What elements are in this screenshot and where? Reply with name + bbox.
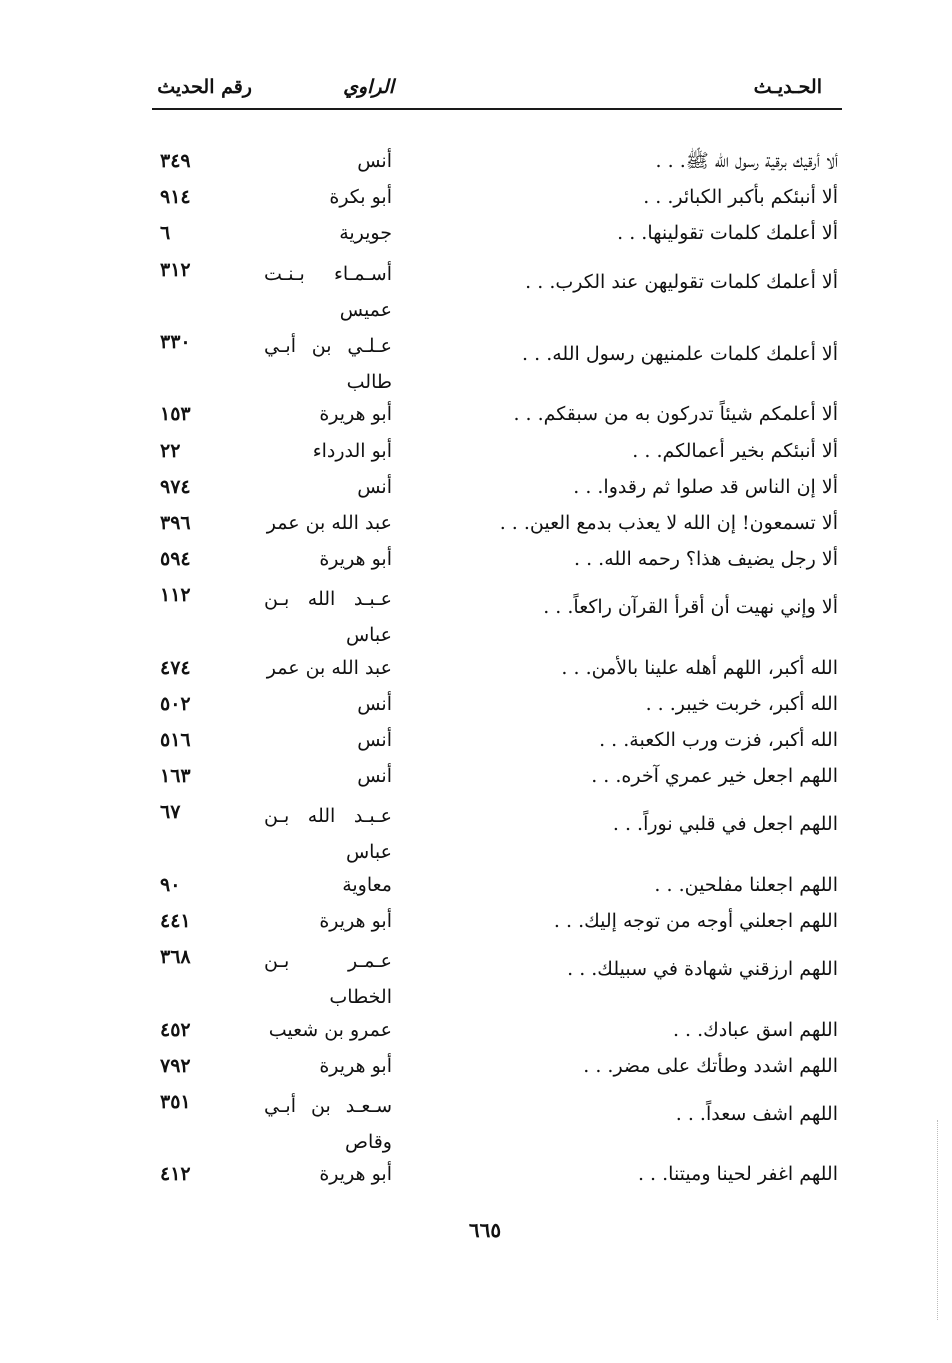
hadith-number: ٤١٢ xyxy=(160,1163,191,1186)
narrator-name: أبو هريرة xyxy=(319,1163,392,1186)
table-row xyxy=(150,505,842,541)
narrator-name: أنس xyxy=(357,692,392,715)
table-row xyxy=(150,903,842,939)
narrator-name: أنس xyxy=(357,729,392,752)
narrator-name: أبو هريرة xyxy=(319,548,392,571)
hadith-text: اللهم اشف سعداً. . . xyxy=(675,1102,838,1125)
hadith-number: ٦ xyxy=(160,222,171,245)
hadith-number: ٢٢ xyxy=(160,439,181,462)
header-hadith: الحـديـث xyxy=(753,76,822,98)
hadith-text: ألا أرقيك برقية رسول الله ﷺ. . . xyxy=(655,150,838,172)
table-row xyxy=(150,686,842,722)
table-row xyxy=(150,433,842,469)
hadith-number: ٥٠٢ xyxy=(160,692,191,715)
hadith-number: ٤٤١ xyxy=(160,910,191,932)
narrator-name: أنس xyxy=(357,150,392,172)
hadith-text: ألا أعلمك كلمات تقوليهن عند الكرب. . . xyxy=(525,270,838,293)
hadith-number: ٤٧٤ xyxy=(160,656,191,679)
hadith-number: ١٦٣ xyxy=(160,765,191,788)
narrator-name: أبو هريرة xyxy=(319,910,392,932)
hadith-number: ٣٦٨ xyxy=(160,946,191,969)
narrator-name: عـمـر بـن الخطاب xyxy=(264,950,392,1009)
hadith-number: ٣٤٩ xyxy=(160,150,191,172)
narrator-name: عمرو بن شعيب xyxy=(268,1018,392,1041)
hadith-text: اللهم اشدد وطأتك على مضر. . . xyxy=(583,1054,838,1077)
table-row xyxy=(150,324,842,396)
narrator-name: أنس xyxy=(357,765,392,788)
narrator-name: أبو بكرة xyxy=(329,186,392,209)
hadith-text: اللهم اجعل خير عمري آخره. . . xyxy=(591,765,838,788)
narrator-name: أبو الدرداء xyxy=(312,439,392,462)
table-header xyxy=(150,72,842,106)
table-row xyxy=(150,1084,842,1156)
hadith-text: ألا إن الناس قد صلوا ثم رقدوا. . . xyxy=(573,475,838,498)
hadith-number: ٩١٤ xyxy=(160,186,191,209)
hadith-text: الله أكبر، خربت خيبر. . . xyxy=(645,692,838,715)
hadith-text: اللهم اسق عبادك. . . xyxy=(672,1018,838,1041)
hadith-number: ٧٩٢ xyxy=(160,1054,191,1077)
narrator-name: عـلـي بن أبـي طالب xyxy=(264,334,392,393)
narrator-name: سـعـد بن أبـي وقاص xyxy=(264,1094,392,1153)
hadith-text: اللهم اغفر لحينا وميتنا. . . xyxy=(637,1163,838,1186)
hadith-number: ٩٧٤ xyxy=(160,475,191,498)
table-row xyxy=(150,215,842,251)
table-row xyxy=(150,1156,842,1192)
hadith-text: ألا رجل يضيف هذا؟ رحمه الله. . . xyxy=(574,548,838,571)
table-row xyxy=(150,469,842,505)
hadith-text: اللهم ارزقني شهادة في سبيلك. . . xyxy=(567,958,838,981)
hadith-text: ألا تسمعون! إن الله لا يعذب بدمع العين. . . xyxy=(499,511,838,534)
hadith-index-table xyxy=(150,143,842,1193)
table-row xyxy=(150,143,842,179)
header-hadith-number: رقم الحديث xyxy=(157,76,252,98)
table-row xyxy=(150,939,842,1011)
hadith-number: ٥١٦ xyxy=(160,729,191,752)
narrator-name: معاوية xyxy=(342,873,392,896)
hadith-text: ألا أنبئكم بأكبر الكبائر. . . xyxy=(643,186,838,209)
hadith-text: اللهم اجعلني أوجه من توجه إليك. . . xyxy=(553,910,838,932)
hadith-number: ٩٠ xyxy=(160,873,181,896)
table-row xyxy=(150,396,842,432)
table-row xyxy=(150,1012,842,1048)
narrator-name: أبو هريرة xyxy=(319,403,392,426)
table-row xyxy=(150,722,842,758)
scan-edge-marks xyxy=(935,1120,938,1320)
narrator-name: جويرية xyxy=(339,222,392,245)
narrator-name: عبد الله بن عمر xyxy=(266,656,392,679)
hadith-number: ٥٩٤ xyxy=(160,548,191,571)
table-row xyxy=(150,758,842,794)
table-row xyxy=(150,541,842,577)
table-row xyxy=(150,577,842,649)
hadith-number: ١١٢ xyxy=(160,584,191,607)
hadith-number: ٤٥٢ xyxy=(160,1018,191,1041)
narrator-name: عـبـد الله بـن عباس xyxy=(264,805,392,864)
hadith-number: ٣٥١ xyxy=(160,1090,191,1113)
header-narrator: الراوي xyxy=(343,76,394,98)
table-row xyxy=(150,1048,842,1084)
hadith-number: ٣٣٠ xyxy=(160,330,191,353)
hadith-text: ألا وإني نهيت أن أقرأ القرآن راكعاً. . . xyxy=(543,596,838,619)
table-row xyxy=(150,794,842,866)
table-row xyxy=(150,650,842,686)
hadith-text: اللهم اجعلنا مفلحين. . . xyxy=(654,873,838,896)
narrator-name: أسـمـاء بـنـت عميس xyxy=(264,262,392,321)
narrator-name: أبو هريرة xyxy=(319,1054,392,1077)
hadith-text: ألا أعلمكم شيئاً تدركون به من سبقكم. . . xyxy=(513,403,838,426)
table-row xyxy=(150,252,842,324)
hadith-number: ١٥٣ xyxy=(160,403,191,426)
hadith-text: اللهم اجعل في قلبي نوراً. . . xyxy=(612,813,838,836)
hadith-number: ٣١٢ xyxy=(160,258,191,281)
hadith-number: ٦٧ xyxy=(160,801,181,824)
hadith-number: ٣٩٦ xyxy=(160,511,191,534)
narrator-name: عبد الله بن عمر xyxy=(266,511,392,534)
hadith-text: الله أكبر، فزت ورب الكعبة. . . xyxy=(599,729,838,752)
table-row xyxy=(150,179,842,215)
narrator-name: أنس xyxy=(357,475,392,498)
page-number: ٦٦٥ xyxy=(468,1218,502,1242)
hadith-text: ألا أعلمك كلمات علمنيهن رسول الله. . . xyxy=(522,342,838,365)
hadith-text: ألا أعلمك كلمات تقولينها. . . xyxy=(617,222,838,245)
hadith-text: ألا أنبئكم بخير أعمالكم. . . xyxy=(632,439,838,462)
table-row xyxy=(150,867,842,903)
hadith-text: الله أكبر، اللهم أهله علينا بالأمن. . . xyxy=(561,656,838,679)
narrator-name: عـبـد الله بـن عباس xyxy=(264,588,392,647)
header-rule xyxy=(152,108,842,110)
